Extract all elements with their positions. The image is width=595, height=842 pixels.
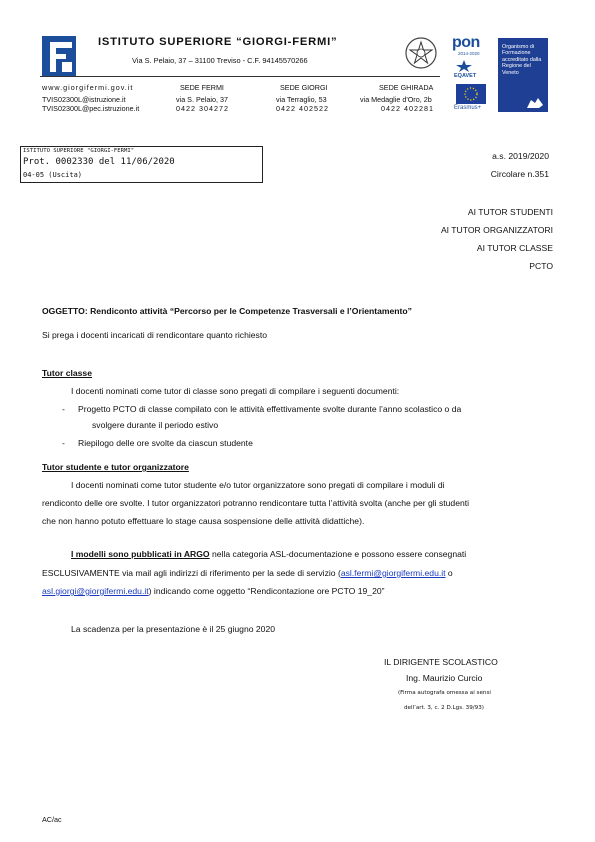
tutor-studente-line-3: che non hanno potuto effettuare lo stage causa sospensione delle attività didattiche).	[42, 516, 365, 526]
sede-giorgi-street: via Terraglio, 53	[276, 95, 327, 104]
tutor-classe-lead: I docenti nominati come tutor di classe sono pregati di compilare i seguenti documenti:	[71, 386, 400, 396]
italian-republic-emblem-icon	[404, 36, 438, 70]
sede-ghirada-street: via Medaglie d'Oro, 2b	[360, 95, 432, 104]
signature-name: Ing. Maurizio Curcio	[406, 673, 483, 683]
institute-pec[interactable]: TVIS02300L@pec.istruzione.it	[42, 104, 140, 113]
signature-role: IL DIRIGENTE SCOLASTICO	[384, 657, 498, 667]
stamp-protocol: Prot. 0002330 del 11/06/2020	[23, 157, 175, 167]
signature-note-2: dell’art. 3, c. 2 D.Lgs. 39/93)	[404, 705, 484, 711]
sede-fermi-street: via S. Pelaio, 37	[176, 95, 228, 104]
deadline-text: La scadenza per la presentazione è il 25 giugno 2020	[71, 624, 276, 634]
sede-ghirada-phone: 0422 402281	[381, 104, 434, 113]
eqavet-star-icon	[454, 60, 474, 72]
school-year: a.s. 2019/2020	[492, 151, 549, 161]
tutor-studente-heading: Tutor studente e tutor organizzatore	[42, 462, 189, 472]
intro-text: Si prega i docenti incaricati di rendicontare quanto richiesto	[42, 330, 267, 340]
pon-logo-text: pon	[452, 34, 480, 51]
erasmus-logo-text: Erasmus+	[454, 105, 482, 111]
regione-veneto-logo	[498, 38, 548, 112]
institute-name: ISTITUTO SUPERIORE “GIORGI-FERMI”	[98, 36, 338, 48]
recipient-3: AI TUTOR CLASSE	[476, 243, 553, 253]
school-logo-icon	[42, 36, 76, 76]
website-link[interactable]: www.giorgifermi.gov.it	[42, 83, 134, 92]
subject-label: OGGETTO:	[42, 306, 88, 316]
subject-text: Rendiconto attività “Percorso per le Competenze Trasversali e l’Orientamento”	[90, 306, 412, 316]
erasmus-logo	[452, 84, 492, 112]
pon-logo	[452, 35, 492, 57]
recipient-2: AI TUTOR ORGANIZZATORI	[440, 225, 553, 235]
modelli-line-1	[71, 549, 466, 560]
tutor-studente-line-1: I docenti nominati come tutor studente e/o tutor organizzatore sono pregati di compilare i moduli di	[71, 480, 445, 490]
lion-icon	[526, 96, 544, 110]
protocol-stamp	[20, 146, 263, 183]
circular-number: Circolare n.351	[490, 169, 549, 179]
email-fermi-link[interactable]: asl.fermi@giorgifermi.edu.it	[340, 568, 446, 578]
sede-giorgi-name: SEDE GIORGI	[280, 83, 328, 92]
eu-flag-icon	[456, 84, 486, 104]
list-bullet: -	[62, 404, 65, 414]
tutor-studente-line-2: rendiconto delle ore svolte. I tutor organizzatori potranno rendicontare tutta l’attività svolta (anche per gli studenti	[42, 498, 470, 508]
institute-address: Via S. Pelaio, 37 – 31100 Treviso - C.F. 94145570266	[132, 56, 308, 65]
recipient-4: PCTO	[529, 261, 553, 271]
institute-email[interactable]: TVIS02300L@istruzione.it	[42, 95, 126, 104]
tutor-classe-item-2: Riepilogo delle ore svolte da ciascun studente	[78, 438, 253, 448]
modelli-line-2-start: ESCLUSIVAMENTE via mail agli indirizzi di riferimento per la sede di servizio (	[42, 568, 341, 578]
sede-giorgi-phone: 0422 402522	[276, 104, 329, 113]
email-giorgi-link[interactable]: asl.giorgi@giorgifermi.edu.it	[42, 586, 149, 596]
signature-note-1: (Firma autografa omessa ai sensi	[398, 690, 491, 696]
tutor-classe-item-1: Progetto PCTO di classe compilato con le attività effettivamente svolte durante l’anno scolastico o da	[78, 404, 462, 414]
subject-line	[42, 306, 412, 317]
modelli-line-3-rest: ) indicando come oggetto “Rendicontazione ore PCTO 19_20”	[148, 586, 385, 596]
list-bullet: -	[62, 438, 65, 448]
modelli-bold: I modelli sono pubblicati in ARGO	[71, 549, 210, 559]
stamp-line-1: ISTITUTO SUPERIORE "GIORGI-FERMI"	[23, 148, 135, 154]
recipient-1: AI TUTOR STUDENTI	[467, 207, 553, 217]
tutor-classe-item-1-cont: svolgere durante il periodo estivo	[92, 420, 219, 430]
footer-initials: AC/ac	[42, 815, 62, 824]
tutor-classe-heading: Tutor classe	[42, 368, 92, 378]
pon-logo-years: 2014-2020	[458, 51, 480, 56]
modelli-line-1-rest: nella categoria ASL-documentazione e possono essere consegnati	[209, 549, 467, 559]
sede-ghirada-name: SEDE GHIRADA	[379, 83, 434, 92]
sede-fermi-name: SEDE FERMI	[180, 83, 224, 92]
modelli-line-2	[42, 568, 453, 579]
sede-fermi-phone: 0422 304272	[176, 104, 229, 113]
eqavet-logo	[452, 60, 492, 82]
eqavet-logo-text: EQAVET	[454, 73, 477, 79]
regione-veneto-text: Organismo di Formazione accreditato dalla Regione del Veneto	[502, 44, 542, 76]
stamp-line-3: 04-05 (Uscita)	[23, 171, 83, 179]
header-divider	[40, 76, 440, 77]
modelli-line-2-end: o	[445, 568, 453, 578]
modelli-line-3	[42, 586, 385, 597]
